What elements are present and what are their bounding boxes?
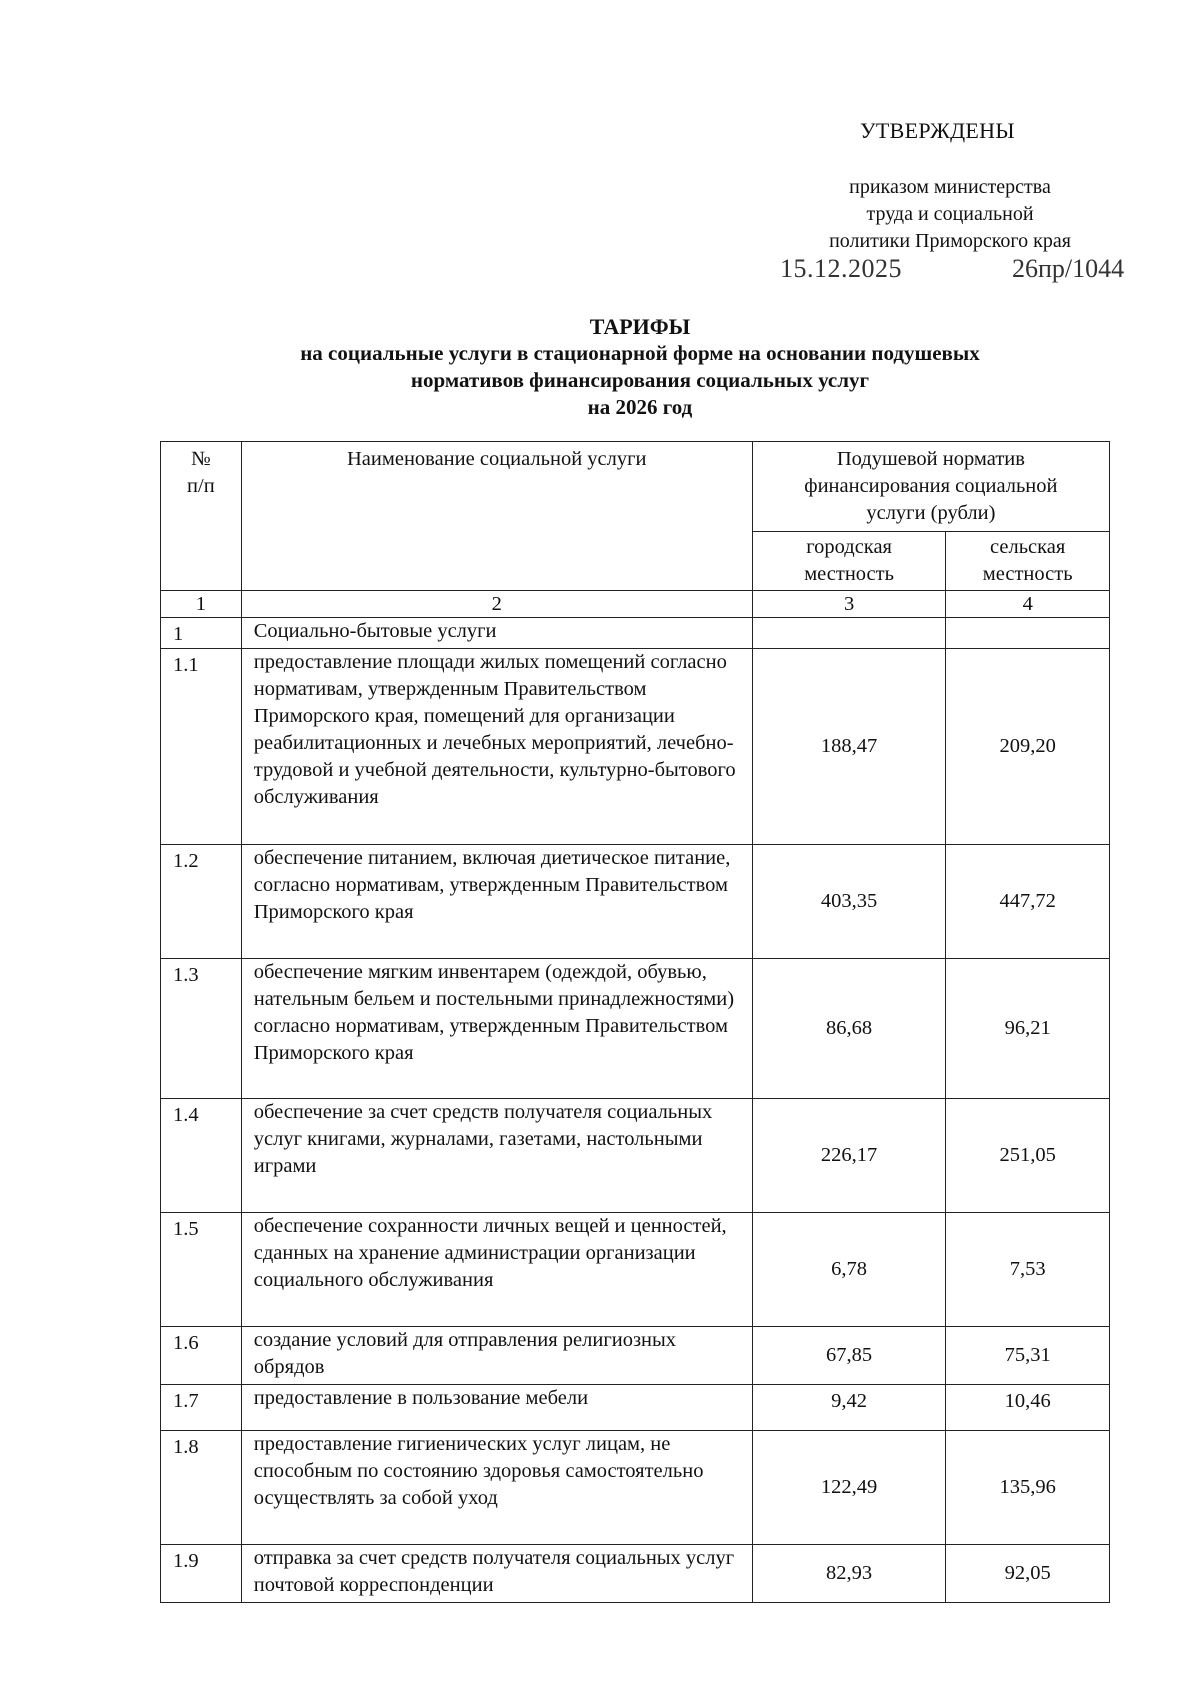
row-urban-value: 82,93 xyxy=(752,1545,946,1603)
header-service-name: Наименование социальной услуги xyxy=(241,442,752,591)
col-index: 4 xyxy=(946,591,1110,618)
header-rural: сельская местность xyxy=(946,532,1110,591)
section-title: Социально-бытовые услуги xyxy=(241,618,752,649)
order-issuer-line-3: политики Приморского края xyxy=(829,230,1071,252)
row-number: 1.9 xyxy=(161,1545,242,1603)
empty-cell xyxy=(946,618,1110,649)
table-row xyxy=(161,649,1110,845)
section-number: 1 xyxy=(161,618,242,649)
row-number: 1.8 xyxy=(161,1431,242,1545)
table-row xyxy=(161,1431,1110,1545)
title-line-2: нормативов финансирования социальных услуг xyxy=(410,368,870,392)
row-urban-value: 6,78 xyxy=(752,1213,946,1327)
title-line-3: на 2026 год xyxy=(587,395,693,419)
row-service-name: создание условий для отправления религиозных обрядов xyxy=(241,1327,752,1385)
table-row xyxy=(161,1385,1110,1431)
row-rural-value: 96,21 xyxy=(946,959,1110,1099)
order-date: 15.12.2025 xyxy=(780,254,902,283)
row-rural-value: 7,53 xyxy=(946,1213,1110,1327)
row-rural-value: 251,05 xyxy=(946,1099,1110,1213)
table-row xyxy=(161,1545,1110,1603)
row-rural-value: 135,96 xyxy=(946,1431,1110,1545)
row-urban-value: 86,68 xyxy=(752,959,946,1099)
row-rural-value: 209,20 xyxy=(946,649,1110,845)
order-issuer-line-2: труда и социальной xyxy=(866,203,1034,225)
row-urban-value: 403,35 xyxy=(752,845,946,959)
header-urban: городская местность xyxy=(752,532,946,591)
row-urban-value: 9,42 xyxy=(752,1385,946,1431)
order-issuer-line-1: приказом министерства xyxy=(849,176,1051,198)
table-row xyxy=(161,959,1110,1099)
table-row xyxy=(161,1099,1110,1213)
approval-heading: УТВЕРЖДЕНЫ xyxy=(860,118,1015,143)
title-line-1: на социальные услуги в стационарной форме на основании подушевых xyxy=(300,341,980,365)
row-number: 1.4 xyxy=(161,1099,242,1213)
table-row xyxy=(161,845,1110,959)
empty-cell xyxy=(752,618,946,649)
column-index-row xyxy=(161,591,1110,618)
header-number: № п/п xyxy=(161,442,242,591)
row-service-name: предоставление гигиенических услуг лицам, не способным по состоянию здоровья самостоятельно осуществлять за собой уход xyxy=(241,1431,752,1545)
row-number: 1.3 xyxy=(161,959,242,1099)
section-row xyxy=(161,618,1110,649)
row-urban-value: 226,17 xyxy=(752,1099,946,1213)
row-service-name: предоставление в пользование мебели xyxy=(241,1385,752,1431)
row-service-name: предоставление площади жилых помещений согласно нормативам, утвержденным Правительством Приморского края, помещений для организации реабилитационных и лечебных мероприятий, лечебно-трудовой и учебной деятельности, культурно-бытового обслуживания xyxy=(241,649,752,845)
row-service-name: обеспечение питанием, включая диетическое питание, согласно нормативам, утвержденным Правительством Приморского края xyxy=(241,845,752,959)
row-number: 1.2 xyxy=(161,845,242,959)
table-row xyxy=(161,1213,1110,1327)
tariffs-table xyxy=(160,441,1110,1603)
table-row xyxy=(161,1327,1110,1385)
row-service-name: отправка за счет средств получателя социальных услуг почтовой корреспонденции xyxy=(241,1545,752,1603)
col-index: 1 xyxy=(161,591,242,618)
row-number: 1.7 xyxy=(161,1385,242,1431)
row-service-name: обеспечение сохранности личных вещей и ценностей, сданных на хранение администрации организации социального обслуживания xyxy=(241,1213,752,1327)
row-service-name: обеспечение за счет средств получателя социальных услуг книгами, журналами, газетами, настольными играми xyxy=(241,1099,752,1213)
row-rural-value: 92,05 xyxy=(946,1545,1110,1603)
row-service-name: обеспечение мягким инвентарем (одеждой, обувью, нательным бельем и постельными принадлежностями) согласно нормативам, утвержденным Правительством Приморского края xyxy=(241,959,752,1099)
row-urban-value: 67,85 xyxy=(752,1327,946,1385)
row-rural-value: 75,31 xyxy=(946,1327,1110,1385)
col-index: 2 xyxy=(241,591,752,618)
title-main: ТАРИФЫ xyxy=(589,314,691,339)
row-number: 1.6 xyxy=(161,1327,242,1385)
header-per-capita-norm: Подушевой норматив финансирования социальной услуги (рубли) xyxy=(752,442,1109,532)
row-rural-value: 447,72 xyxy=(946,845,1110,959)
row-urban-value: 122,49 xyxy=(752,1431,946,1545)
row-number: 1.5 xyxy=(161,1213,242,1327)
row-rural-value: 10,46 xyxy=(946,1385,1110,1431)
row-urban-value: 188,47 xyxy=(752,649,946,845)
row-number: 1.1 xyxy=(161,649,242,845)
document-title xyxy=(160,313,1120,421)
col-index: 3 xyxy=(752,591,946,618)
order-number: 26пр/1044 xyxy=(1012,254,1125,283)
